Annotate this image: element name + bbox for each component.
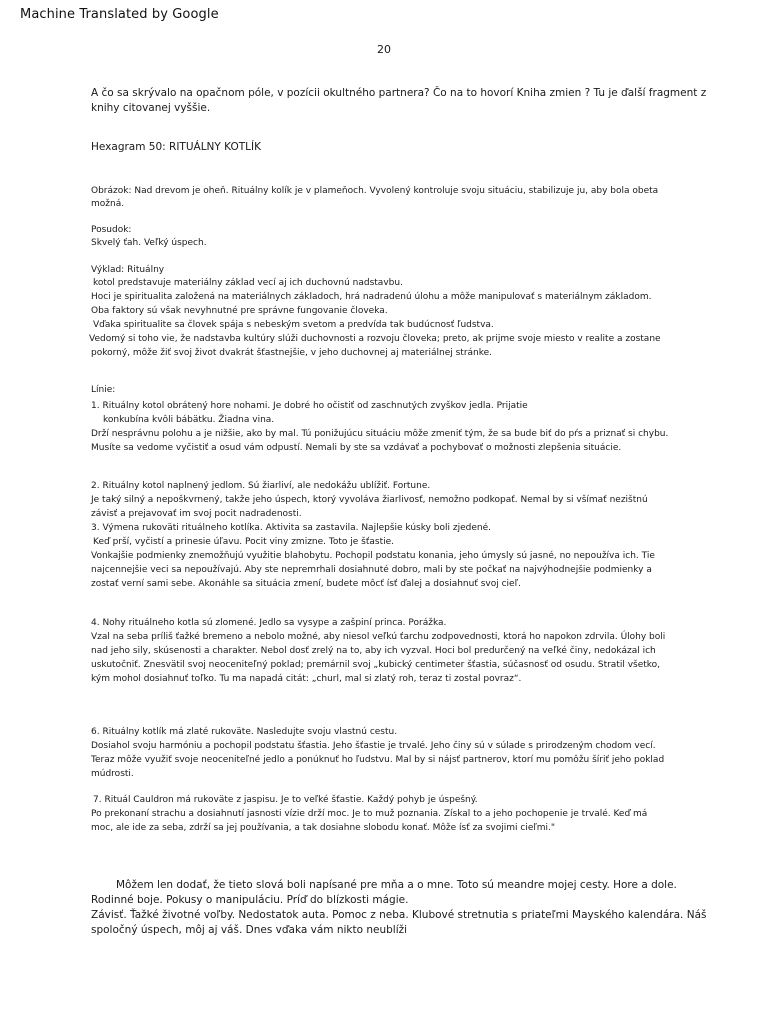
line-2-text: Je taký silný a nepoškvrnený, takže jeho úspech, ktorý vyvoláva žiarlivosť, nemožno podkopať. Nemal by si všímať nezištnú	[91, 495, 648, 505]
hexagram-heading: Hexagram 50: RITUÁLNY KOTLÍK	[91, 141, 261, 153]
interpretation-line: Oba faktory sú však nevyhnutné pre správne fungovanie človeka.	[91, 306, 388, 316]
line-6-text: Teraz môže využiť svoje neoceniteľné jedlo a ponúknuť ho ľudstvu. Mal by si nájsť partnerov, ktorí mu pomôžu šíriť jeho poklad	[91, 755, 665, 765]
interpretation-line: pokorný, môže žiť svoj život dvakrát šťastnejšie, v jeho duchovnej aj materiálnej stránke.	[91, 348, 493, 358]
image-text-line: Obrázok: Nad drevom je oheň. Rituálny kolík je v plameňoch. Vyvolený kontroluje svoju situáciu, stabilizuje ju, aby bola obeta	[91, 186, 659, 196]
line-6-text: Dosiahol svoju harmóniu a pochopil podstatu šťastia. Jeho šťastie je trvalé. Jeho činy sú v súlade s prirodzeným chodom vecí.	[91, 741, 656, 751]
line-1-text: konkubína kvôli bábätku. Žiadna vina.	[103, 415, 275, 425]
interpretation-line: Hoci je spiritualita založená na materiálnych základoch, hrá nadradenú úlohu a môže manipulovať s materiálnym základom.	[91, 292, 652, 302]
line-7-text: Po prekonaní strachu a dosiahnutí jasnosti vízie drží moc. Je to muž poznania. Získal to a jeho pochopenie je trvalé. Keď má	[91, 809, 648, 819]
page-number: 20	[377, 43, 391, 56]
line-4-text: kým mohol dosiahnuť toľko. Tu ma napadá citát: „churl, mal si zlatý roh, teraz ti zostal povraz“.	[91, 674, 522, 684]
intro-line: A čo sa skrývalo na opačnom póle, v pozícii okultného partnera? Čo na to hovorí Kniha zmien ? Tu je ďalší fragment z	[91, 87, 707, 99]
line-7-text: 7. Rituál Cauldron má rukoväte z jaspisu. Je to veľké šťastie. Každý pohyb je úspešný.	[93, 795, 478, 805]
line-1-text: Drží nesprávnu polohu a je nižšie, ako by mal. Tú ponižujúcu situáciu môže zmeniť tým, že sa bude biť do pŕs a priznať si chybu.	[91, 429, 669, 439]
interpretation-line: Výklad: Rituálny	[91, 265, 165, 275]
intro-line: knihy citovanej vyššie.	[91, 102, 211, 114]
line-7-text: moc, ale ide za seba, zdrží sa jej používania, a tak dosiahne slobodu konať. Môže ísť za svojimi cieľmi."	[91, 823, 555, 833]
line-1-text: Musíte sa vedome vyčistiť a osud vám odpustí. Nemali by ste sa vzdávať a pochybovať o možnosti zlepšenia situácie.	[91, 443, 622, 453]
line-4-text: nad jeho sily, skúsenosti a charakter. Nebol dosť zrelý na to, aby ich vyzval. Hoci bol predurčený na veľké činy, nedokázal ich	[91, 646, 656, 656]
lines-heading: Línie:	[91, 385, 116, 395]
line-3-text: najcennejšie veci sa nepoužívajú. Aby ste nepremrhali dosiahnuté dobro, mali by ste počkať na najvýhodnejšie podmienky a	[91, 565, 652, 575]
image-text-line: možná.	[91, 199, 125, 209]
interpretation-line: Vďaka spiritualite sa človek spája s nebeským svetom a predvída tak budúcnosť ľudstva.	[93, 320, 494, 330]
judgment-text: Skvelý ťah. Veľký úspech.	[91, 238, 207, 248]
closing-paragraph-line: spoločný úspech, môj aj váš. Dnes vďaka vám nikto neublíži	[91, 924, 408, 936]
line-3-text: Vonkajšie podmienky znemožňujú využitie blahobytu. Pochopil podstatu konania, jeho úmysly sú jasné, no nepoužíva ich. Tie	[91, 551, 655, 561]
machine-translation-banner: Machine Translated by Google	[20, 7, 219, 22]
line-4-text: Vzal na seba príliš ťažké bremeno a nebolo možné, aby niesol veľkú ťarchu zodpovednosti, ktorá ho napokon zdrvila. Úlohy boli	[91, 632, 666, 642]
closing-paragraph-line: Môžem len dodať, že tieto slová boli napísané pre mňa a o mne. Toto sú meandre mojej cesty. Hore a dole.	[116, 879, 677, 891]
line-2-text: 2. Rituálny kotol naplnený jedlom. Sú žiarliví, ale nedokážu ublížiť. Fortune.	[91, 481, 431, 491]
interpretation-line: Vedomý si toho vie, že nadstavba kultúry slúži duchovnosti a rozvoju človeka; preto, ak prijme svoje miesto v realite a zostane	[89, 334, 661, 344]
closing-paragraph-line: Rodinné boje. Pokusy o manipuláciu. Príď do blízkosti mágie.	[91, 894, 409, 906]
interpretation-line: kotol predstavuje materiálny základ vecí aj ich duchovnú nadstavbu.	[93, 278, 403, 288]
line-4-text: 4. Nohy rituálneho kotla sú zlomené. Jedlo sa vysype a zašpiní princa. Porážka.	[91, 618, 447, 628]
judgment-label: Posudok:	[91, 225, 132, 235]
line-2-text: závisť a prejavovať im svoj pocit nadradenosti.	[91, 509, 302, 519]
line-6-text: múdrosti.	[91, 769, 134, 779]
line-6-text: 6. Rituálny kotlík má zlaté rukoväte. Nasledujte svoju vlastnú cestu.	[91, 727, 398, 737]
closing-paragraph-line: Závisť. Ťažké životné voľby. Nedostatok auta. Pomoc z neba. Klubové stretnutia s priateľmi Mayského kalendára. Náš	[91, 909, 707, 921]
line-3-text: zostať verní sami sebe. Akonáhle sa situácia zmení, budete môcť ísť ďalej a dosiahnuť svoj cieľ.	[91, 579, 521, 589]
line-3-text: Keď prší, vyčistí a prinesie úľavu. Pocit viny zmizne. Toto je šťastie.	[93, 537, 394, 547]
line-4-text: uskutočniť. Znesvätil svoj neoceniteľný poklad; premárnil svoj „kubický centimeter šťastia, súčasnosť od osudu. Stratil všetko,	[91, 660, 661, 670]
line-3-text: 3. Výmena rukoväti rituálneho kotlíka. Aktivita sa zastavila. Najlepšie kúsky boli zjedené.	[91, 523, 492, 533]
line-1-text: 1. Rituálny kotol obrátený hore nohami. Je dobré ho očistiť od zaschnutých zvyškov jedla. Prijatie	[91, 401, 528, 411]
